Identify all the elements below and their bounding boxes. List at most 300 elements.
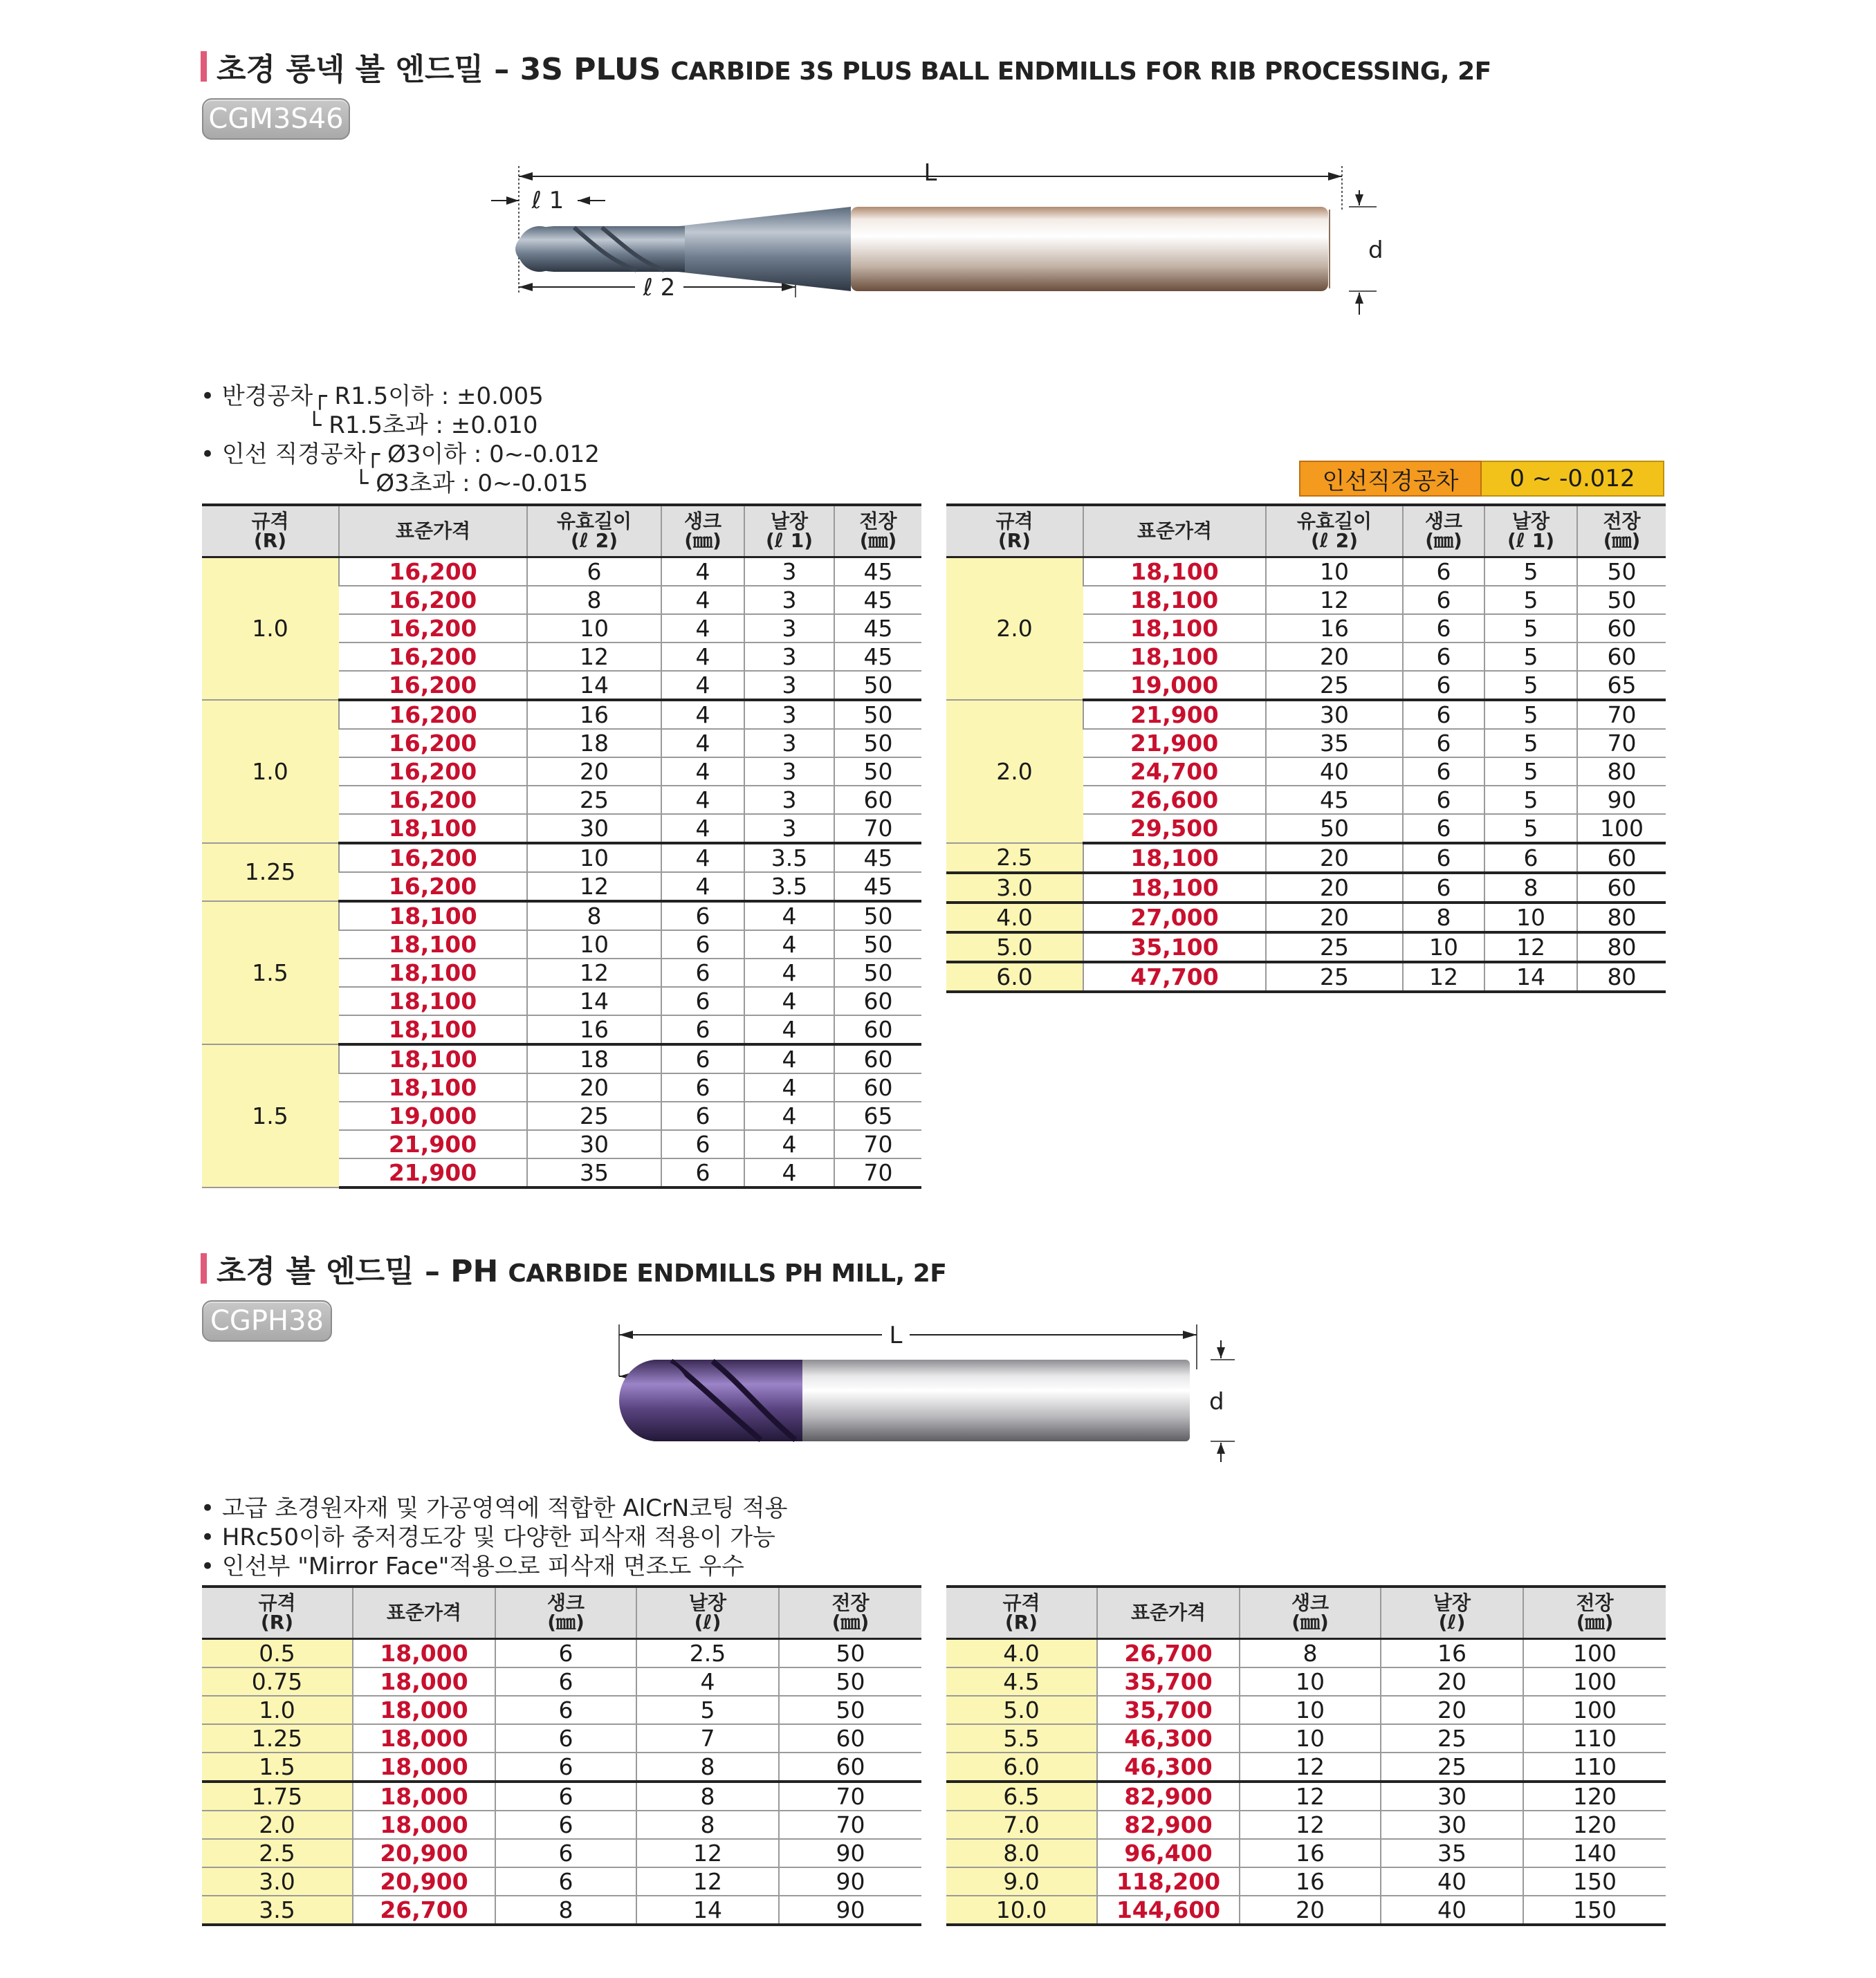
price-cell: 47,700 bbox=[1083, 962, 1266, 992]
flute-length-cell: 3 bbox=[744, 757, 834, 786]
effective-length-cell: 25 bbox=[527, 786, 661, 814]
flute-length-cell: 4 bbox=[744, 1015, 834, 1044]
spec-radius-cell: 2.0 bbox=[946, 557, 1083, 701]
price-cell: 26,700 bbox=[353, 1896, 495, 1925]
price-cell: 18,000 bbox=[353, 1782, 495, 1811]
shank-cell: 4 bbox=[661, 729, 744, 757]
endmill-3s-plus-drawing bbox=[470, 156, 1397, 335]
shank-cell: 6 bbox=[1403, 671, 1484, 700]
flute-length-cell: 5 bbox=[1484, 729, 1577, 757]
spec-radius-cell: 6.0 bbox=[946, 1753, 1097, 1782]
overall-length-cell: 65 bbox=[834, 1102, 921, 1130]
effective-length-cell: 16 bbox=[527, 700, 661, 729]
effective-length-cell: 20 bbox=[1266, 843, 1403, 873]
flute-length-cell: 8 bbox=[636, 1782, 779, 1811]
flute-length-cell: 4 bbox=[744, 1158, 834, 1187]
flute-length-cell: 3 bbox=[744, 671, 834, 700]
effective-length-cell: 16 bbox=[1266, 614, 1403, 643]
shank-cell: 8 bbox=[1240, 1639, 1381, 1668]
effective-length-cell: 20 bbox=[527, 757, 661, 786]
flute-length-cell: 3 bbox=[744, 814, 834, 843]
table-row bbox=[202, 901, 921, 930]
overall-length-cell: 60 bbox=[779, 1753, 921, 1782]
flute-length-cell: 5 bbox=[1484, 786, 1577, 814]
overall-length-cell: 70 bbox=[834, 814, 921, 843]
price-cell: 16,200 bbox=[339, 872, 527, 901]
effective-length-cell: 16 bbox=[527, 1015, 661, 1044]
price-cell: 24,700 bbox=[1083, 757, 1266, 786]
spec-table-ph-right bbox=[946, 1585, 1666, 1926]
column-header: 규격 (R) bbox=[946, 1587, 1097, 1639]
shank-cell: 6 bbox=[495, 1839, 636, 1867]
price-cell: 29,500 bbox=[1083, 814, 1266, 843]
section2-title-kr: 초경 볼 엔드밀 – PH bbox=[217, 1254, 499, 1289]
flute-length-cell: 3 bbox=[744, 700, 834, 729]
overall-length-cell: 45 bbox=[834, 557, 921, 586]
price-cell: 18,100 bbox=[339, 959, 527, 987]
spec-radius-cell: 5.0 bbox=[946, 1696, 1097, 1724]
spec-radius-cell: 0.75 bbox=[202, 1667, 353, 1696]
flute-length-cell: 3 bbox=[744, 729, 834, 757]
column-header: 전장 (㎜) bbox=[1523, 1587, 1666, 1639]
flute-length-cell: 8 bbox=[1484, 873, 1577, 903]
shank-cell: 6 bbox=[495, 1639, 636, 1668]
shank-cell: 4 bbox=[661, 614, 744, 643]
price-cell: 20,900 bbox=[353, 1839, 495, 1867]
shank-cell: 4 bbox=[661, 643, 744, 671]
overall-length-cell: 50 bbox=[834, 959, 921, 987]
effective-length-cell: 14 bbox=[527, 987, 661, 1015]
spec-radius-cell: 3.0 bbox=[202, 1867, 353, 1896]
effective-length-cell: 18 bbox=[527, 1044, 661, 1073]
flute-length-cell: 5 bbox=[1484, 586, 1577, 614]
dim-l1-label: ℓ 1 bbox=[531, 187, 564, 214]
price-cell: 35,700 bbox=[1097, 1667, 1240, 1696]
price-cell: 16,200 bbox=[339, 729, 527, 757]
shank-cell: 6 bbox=[495, 1667, 636, 1696]
flute-length-cell: 8 bbox=[636, 1811, 779, 1839]
spec-radius-cell: 1.5 bbox=[202, 901, 339, 1044]
flute-length-cell: 5 bbox=[1484, 757, 1577, 786]
price-cell: 96,400 bbox=[1097, 1839, 1240, 1867]
price-cell: 18,100 bbox=[339, 987, 527, 1015]
price-cell: 16,200 bbox=[339, 557, 527, 586]
flute-length-cell: 12 bbox=[636, 1839, 779, 1867]
shank-cell: 6 bbox=[495, 1696, 636, 1724]
table-row bbox=[202, 1811, 921, 1839]
overall-length-cell: 60 bbox=[1577, 873, 1666, 903]
column-header: 날장 (ℓ) bbox=[636, 1587, 779, 1639]
price-cell: 18,000 bbox=[353, 1811, 495, 1839]
overall-length-cell: 60 bbox=[834, 987, 921, 1015]
column-header: 전장 (㎜) bbox=[779, 1587, 921, 1639]
price-cell: 18,100 bbox=[1083, 614, 1266, 643]
section1-title-en: CARBIDE 3S PLUS BALL ENDMILLS FOR RIB PROCESSING, 2F bbox=[670, 57, 1491, 86]
price-cell: 18,100 bbox=[339, 814, 527, 843]
price-cell: 18,000 bbox=[353, 1696, 495, 1724]
price-cell: 46,300 bbox=[1097, 1724, 1240, 1753]
price-cell: 16,200 bbox=[339, 643, 527, 671]
column-header: 유효길이 (ℓ 2) bbox=[1266, 505, 1403, 557]
flute-length-cell: 14 bbox=[636, 1896, 779, 1925]
overall-length-cell: 50 bbox=[834, 757, 921, 786]
price-cell: 35,700 bbox=[1097, 1696, 1240, 1724]
shank-cell: 12 bbox=[1403, 962, 1484, 992]
spec-radius-cell: 1.25 bbox=[202, 843, 339, 901]
overall-length-cell: 50 bbox=[834, 930, 921, 959]
shank-cell: 6 bbox=[661, 987, 744, 1015]
spec-radius-cell: 4.5 bbox=[946, 1667, 1097, 1696]
effective-length-cell: 40 bbox=[1266, 757, 1403, 786]
shank-cell: 16 bbox=[1240, 1867, 1381, 1896]
flute-length-cell: 4 bbox=[744, 959, 834, 987]
overall-length-cell: 100 bbox=[1577, 814, 1666, 843]
shank-cell: 10 bbox=[1240, 1696, 1381, 1724]
overall-length-cell: 60 bbox=[834, 1015, 921, 1044]
flute-length-cell: 30 bbox=[1381, 1782, 1523, 1811]
flute-length-cell: 40 bbox=[1381, 1867, 1523, 1896]
flute-length-cell: 5 bbox=[1484, 700, 1577, 729]
overall-length-cell: 45 bbox=[834, 643, 921, 671]
overall-length-cell: 50 bbox=[834, 700, 921, 729]
overall-length-cell: 60 bbox=[1577, 643, 1666, 671]
price-cell: 21,900 bbox=[1083, 729, 1266, 757]
flute-length-cell: 3 bbox=[744, 786, 834, 814]
overall-length-cell: 150 bbox=[1523, 1867, 1666, 1896]
table-header-row bbox=[202, 505, 921, 557]
column-header: 규격 (R) bbox=[946, 505, 1083, 557]
spec-radius-cell: 1.0 bbox=[202, 557, 339, 701]
effective-length-cell: 20 bbox=[527, 1073, 661, 1102]
spec-radius-cell: 2.5 bbox=[202, 1839, 353, 1867]
section1-title-kr: 초경 롱넥 볼 엔드밀 – 3S PLUS bbox=[217, 52, 661, 87]
overall-length-cell: 150 bbox=[1523, 1896, 1666, 1925]
effective-length-cell: 25 bbox=[1266, 962, 1403, 992]
spec-radius-cell: 5.5 bbox=[946, 1724, 1097, 1753]
overall-length-cell: 80 bbox=[1577, 757, 1666, 786]
price-cell: 46,300 bbox=[1097, 1753, 1240, 1782]
table-row bbox=[202, 1667, 921, 1696]
column-header: 표준가격 bbox=[1083, 505, 1266, 557]
flute-length-cell: 30 bbox=[1381, 1811, 1523, 1839]
price-cell: 18,100 bbox=[339, 1073, 527, 1102]
column-header: 생크 (㎜) bbox=[1240, 1587, 1381, 1639]
effective-length-cell: 10 bbox=[527, 843, 661, 872]
table-row bbox=[946, 700, 1666, 729]
column-header: 전장 (㎜) bbox=[1577, 505, 1666, 557]
shank-cell: 12 bbox=[1240, 1811, 1381, 1839]
price-cell: 19,000 bbox=[1083, 671, 1266, 700]
overall-length-cell: 140 bbox=[1523, 1839, 1666, 1867]
shank-cell: 20 bbox=[1240, 1896, 1381, 1925]
effective-length-cell: 12 bbox=[527, 643, 661, 671]
flute-length-cell: 6 bbox=[1484, 843, 1577, 873]
title-accent-bar bbox=[201, 51, 207, 82]
effective-length-cell: 25 bbox=[527, 1102, 661, 1130]
flute-length-cell: 40 bbox=[1381, 1896, 1523, 1925]
column-header: 전장 (㎜) bbox=[834, 505, 921, 557]
column-header: 생크 (㎜) bbox=[495, 1587, 636, 1639]
shank-cell: 10 bbox=[1240, 1667, 1381, 1696]
flute-length-cell: 20 bbox=[1381, 1696, 1523, 1724]
spec-radius-cell: 1.0 bbox=[202, 700, 339, 843]
table-row bbox=[946, 1839, 1666, 1867]
product-code-badge: CGM3S46 bbox=[202, 98, 350, 140]
overall-length-cell: 50 bbox=[779, 1667, 921, 1696]
overall-length-cell: 90 bbox=[1577, 786, 1666, 814]
spec-radius-cell: 3.5 bbox=[202, 1896, 353, 1925]
shank-cell: 4 bbox=[661, 872, 744, 901]
column-header: 표준가격 bbox=[1097, 1587, 1240, 1639]
flute-length-cell: 4 bbox=[744, 1073, 834, 1102]
table-row bbox=[946, 843, 1666, 873]
overall-length-cell: 100 bbox=[1523, 1696, 1666, 1724]
effective-length-cell: 20 bbox=[1266, 873, 1403, 903]
radius-tolerance-note-2: └ R1.5초과 : ±0.010 bbox=[307, 412, 538, 439]
shank-cell: 10 bbox=[1403, 932, 1484, 962]
shank-cell: 4 bbox=[661, 757, 744, 786]
shank-cell: 6 bbox=[661, 1102, 744, 1130]
table-row bbox=[202, 1839, 921, 1867]
column-header: 유효길이 (ℓ 2) bbox=[527, 505, 661, 557]
column-header: 날장 (ℓ) bbox=[1381, 1587, 1523, 1639]
column-header: 생크 (㎜) bbox=[661, 505, 744, 557]
spec-radius-cell: 1.5 bbox=[202, 1044, 339, 1187]
price-cell: 19,000 bbox=[339, 1102, 527, 1130]
overall-length-cell: 70 bbox=[779, 1782, 921, 1811]
flute-length-cell: 3 bbox=[744, 557, 834, 586]
flute-length-cell: 2.5 bbox=[636, 1639, 779, 1668]
flute-length-cell: 12 bbox=[1484, 932, 1577, 962]
flute-length-cell: 3.5 bbox=[744, 843, 834, 872]
dim-l2-label: ℓ 2 bbox=[643, 274, 676, 302]
price-cell: 18,100 bbox=[339, 901, 527, 930]
effective-length-cell: 45 bbox=[1266, 786, 1403, 814]
table-row bbox=[946, 1696, 1666, 1724]
overall-length-cell: 110 bbox=[1523, 1724, 1666, 1753]
price-cell: 21,900 bbox=[1083, 700, 1266, 729]
shank-cell: 6 bbox=[1403, 729, 1484, 757]
flute-length-cell: 4 bbox=[636, 1667, 779, 1696]
shank-cell: 6 bbox=[661, 930, 744, 959]
overall-length-cell: 50 bbox=[1577, 557, 1666, 586]
flute-length-cell: 14 bbox=[1484, 962, 1577, 992]
flute-length-cell: 5 bbox=[1484, 557, 1577, 586]
spec-table-3s-right bbox=[946, 503, 1666, 993]
spec-radius-cell: 4.0 bbox=[946, 1639, 1097, 1668]
overall-length-cell: 70 bbox=[1577, 729, 1666, 757]
shank-cell: 6 bbox=[495, 1724, 636, 1753]
shank-cell: 4 bbox=[661, 557, 744, 586]
flute-length-cell: 4 bbox=[744, 1102, 834, 1130]
effective-length-cell: 12 bbox=[527, 872, 661, 901]
price-cell: 18,000 bbox=[353, 1724, 495, 1753]
effective-length-cell: 8 bbox=[527, 586, 661, 614]
effective-length-cell: 14 bbox=[527, 671, 661, 700]
overall-length-cell: 50 bbox=[834, 729, 921, 757]
overall-length-cell: 80 bbox=[1577, 962, 1666, 992]
flute-length-cell: 5 bbox=[1484, 643, 1577, 671]
price-cell: 20,900 bbox=[353, 1867, 495, 1896]
shank-cell: 6 bbox=[661, 1073, 744, 1102]
price-cell: 18,100 bbox=[1083, 586, 1266, 614]
flute-length-cell: 3 bbox=[744, 614, 834, 643]
price-cell: 144,600 bbox=[1097, 1896, 1240, 1925]
section2-title-en: CARBIDE ENDMILLS PH MILL, 2F bbox=[508, 1259, 947, 1288]
product-code-badge: CGPH38 bbox=[202, 1300, 332, 1342]
table-header-row bbox=[946, 1587, 1666, 1639]
spec-radius-cell: 10.0 bbox=[946, 1896, 1097, 1925]
price-cell: 35,100 bbox=[1083, 932, 1266, 962]
price-cell: 82,900 bbox=[1097, 1782, 1240, 1811]
spec-radius-cell: 9.0 bbox=[946, 1867, 1097, 1896]
effective-length-cell: 10 bbox=[527, 930, 661, 959]
overall-length-cell: 50 bbox=[1577, 586, 1666, 614]
flute-length-cell: 4 bbox=[744, 987, 834, 1015]
column-header: 규격 (R) bbox=[202, 505, 339, 557]
spec-radius-cell: 2.0 bbox=[202, 1811, 353, 1839]
overall-length-cell: 80 bbox=[1577, 932, 1666, 962]
table-row bbox=[202, 1753, 921, 1782]
overall-length-cell: 70 bbox=[1577, 700, 1666, 729]
table-row bbox=[946, 903, 1666, 932]
table-header-row bbox=[202, 1587, 921, 1639]
spec-table-3s-left bbox=[202, 503, 921, 1189]
effective-length-cell: 20 bbox=[1266, 903, 1403, 932]
spec-radius-cell: 1.5 bbox=[202, 1753, 353, 1782]
price-cell: 16,200 bbox=[339, 843, 527, 872]
price-cell: 18,100 bbox=[339, 1044, 527, 1073]
shank-cell: 12 bbox=[1240, 1753, 1381, 1782]
price-cell: 16,200 bbox=[339, 586, 527, 614]
price-cell: 21,900 bbox=[339, 1158, 527, 1187]
column-header: 생크 (㎜) bbox=[1403, 505, 1484, 557]
shank-cell: 4 bbox=[661, 786, 744, 814]
table-row bbox=[946, 1896, 1666, 1925]
price-cell: 18,000 bbox=[353, 1639, 495, 1668]
price-cell: 18,000 bbox=[353, 1753, 495, 1782]
overall-length-cell: 90 bbox=[779, 1839, 921, 1867]
overall-length-cell: 80 bbox=[1577, 903, 1666, 932]
effective-length-cell: 12 bbox=[527, 959, 661, 987]
column-header: 표준가격 bbox=[339, 505, 527, 557]
diameter-tolerance-note-2: └ Ø3초과 : 0~-0.015 bbox=[354, 470, 589, 497]
table-row bbox=[946, 962, 1666, 992]
effective-length-cell: 30 bbox=[527, 1130, 661, 1158]
shank-cell: 6 bbox=[1403, 614, 1484, 643]
table-row bbox=[946, 1724, 1666, 1753]
shank-cell: 12 bbox=[1240, 1782, 1381, 1811]
dim-L-label: L bbox=[923, 159, 937, 187]
spec-radius-cell: 4.0 bbox=[946, 903, 1083, 932]
effective-length-cell: 8 bbox=[527, 901, 661, 930]
flute-length-cell: 5 bbox=[1484, 614, 1577, 643]
spec-radius-cell: 7.0 bbox=[946, 1811, 1097, 1839]
overall-length-cell: 100 bbox=[1523, 1639, 1666, 1668]
spec-radius-cell: 3.0 bbox=[946, 873, 1083, 903]
spec-radius-cell: 6.0 bbox=[946, 962, 1083, 992]
flute-length-cell: 7 bbox=[636, 1724, 779, 1753]
overall-length-cell: 45 bbox=[834, 843, 921, 872]
overall-length-cell: 50 bbox=[779, 1696, 921, 1724]
effective-length-cell: 25 bbox=[1266, 671, 1403, 700]
shank-cell: 6 bbox=[495, 1867, 636, 1896]
overall-length-cell: 70 bbox=[779, 1811, 921, 1839]
shank-cell: 6 bbox=[1403, 873, 1484, 903]
overall-length-cell: 60 bbox=[779, 1724, 921, 1753]
table-row bbox=[202, 1044, 921, 1073]
table-row bbox=[202, 1867, 921, 1896]
shank-cell: 6 bbox=[661, 959, 744, 987]
spec-radius-cell: 8.0 bbox=[946, 1839, 1097, 1867]
table-row bbox=[946, 1639, 1666, 1668]
endmill-ph-drawing bbox=[609, 1307, 1259, 1480]
overall-length-cell: 45 bbox=[834, 872, 921, 901]
table-row bbox=[202, 1696, 921, 1724]
spec-radius-cell: 1.0 bbox=[202, 1696, 353, 1724]
overall-length-cell: 65 bbox=[1577, 671, 1666, 700]
dim-L-label: L bbox=[889, 1322, 903, 1349]
price-cell: 18,100 bbox=[339, 930, 527, 959]
column-header: 날장 (ℓ 1) bbox=[744, 505, 834, 557]
effective-length-cell: 50 bbox=[1266, 814, 1403, 843]
shank-cell: 6 bbox=[1403, 586, 1484, 614]
effective-length-cell: 18 bbox=[527, 729, 661, 757]
dim-d-label: d bbox=[1368, 237, 1383, 264]
cutting-diameter-tolerance-box bbox=[1299, 461, 1664, 497]
price-cell: 16,200 bbox=[339, 757, 527, 786]
flute-length-cell: 25 bbox=[1381, 1753, 1523, 1782]
table-row bbox=[946, 932, 1666, 962]
price-cell: 18,100 bbox=[1083, 557, 1266, 586]
tolerance-label: 인선직경공차 bbox=[1299, 461, 1482, 497]
shank-cell: 4 bbox=[661, 814, 744, 843]
price-cell: 26,700 bbox=[1097, 1639, 1240, 1668]
shank-cell: 6 bbox=[661, 1044, 744, 1073]
overall-length-cell: 110 bbox=[1523, 1753, 1666, 1782]
table-row bbox=[946, 873, 1666, 903]
overall-length-cell: 45 bbox=[834, 586, 921, 614]
price-cell: 16,200 bbox=[339, 671, 527, 700]
shank-cell: 6 bbox=[1403, 814, 1484, 843]
overall-length-cell: 60 bbox=[1577, 614, 1666, 643]
shank-cell: 6 bbox=[1403, 786, 1484, 814]
spec-radius-cell: 5.0 bbox=[946, 932, 1083, 962]
overall-length-cell: 60 bbox=[834, 1044, 921, 1073]
table-row bbox=[946, 1867, 1666, 1896]
flute-length-cell: 3 bbox=[744, 586, 834, 614]
shank-cell: 6 bbox=[495, 1811, 636, 1839]
shank-cell: 6 bbox=[1403, 843, 1484, 873]
shank-cell: 6 bbox=[1403, 757, 1484, 786]
flute-length-cell: 25 bbox=[1381, 1724, 1523, 1753]
overall-length-cell: 90 bbox=[779, 1867, 921, 1896]
flute-length-cell: 4 bbox=[744, 1130, 834, 1158]
table-header-row bbox=[946, 505, 1666, 557]
effective-length-cell: 6 bbox=[527, 557, 661, 586]
table-row bbox=[202, 1782, 921, 1811]
flute-length-cell: 12 bbox=[636, 1867, 779, 1896]
price-cell: 21,900 bbox=[339, 1130, 527, 1158]
shank-cell: 8 bbox=[1403, 903, 1484, 932]
price-cell: 16,200 bbox=[339, 786, 527, 814]
overall-length-cell: 50 bbox=[834, 901, 921, 930]
price-cell: 18,100 bbox=[1083, 843, 1266, 873]
overall-length-cell: 120 bbox=[1523, 1811, 1666, 1839]
effective-length-cell: 35 bbox=[1266, 729, 1403, 757]
price-cell: 18,100 bbox=[339, 1015, 527, 1044]
effective-length-cell: 10 bbox=[527, 614, 661, 643]
